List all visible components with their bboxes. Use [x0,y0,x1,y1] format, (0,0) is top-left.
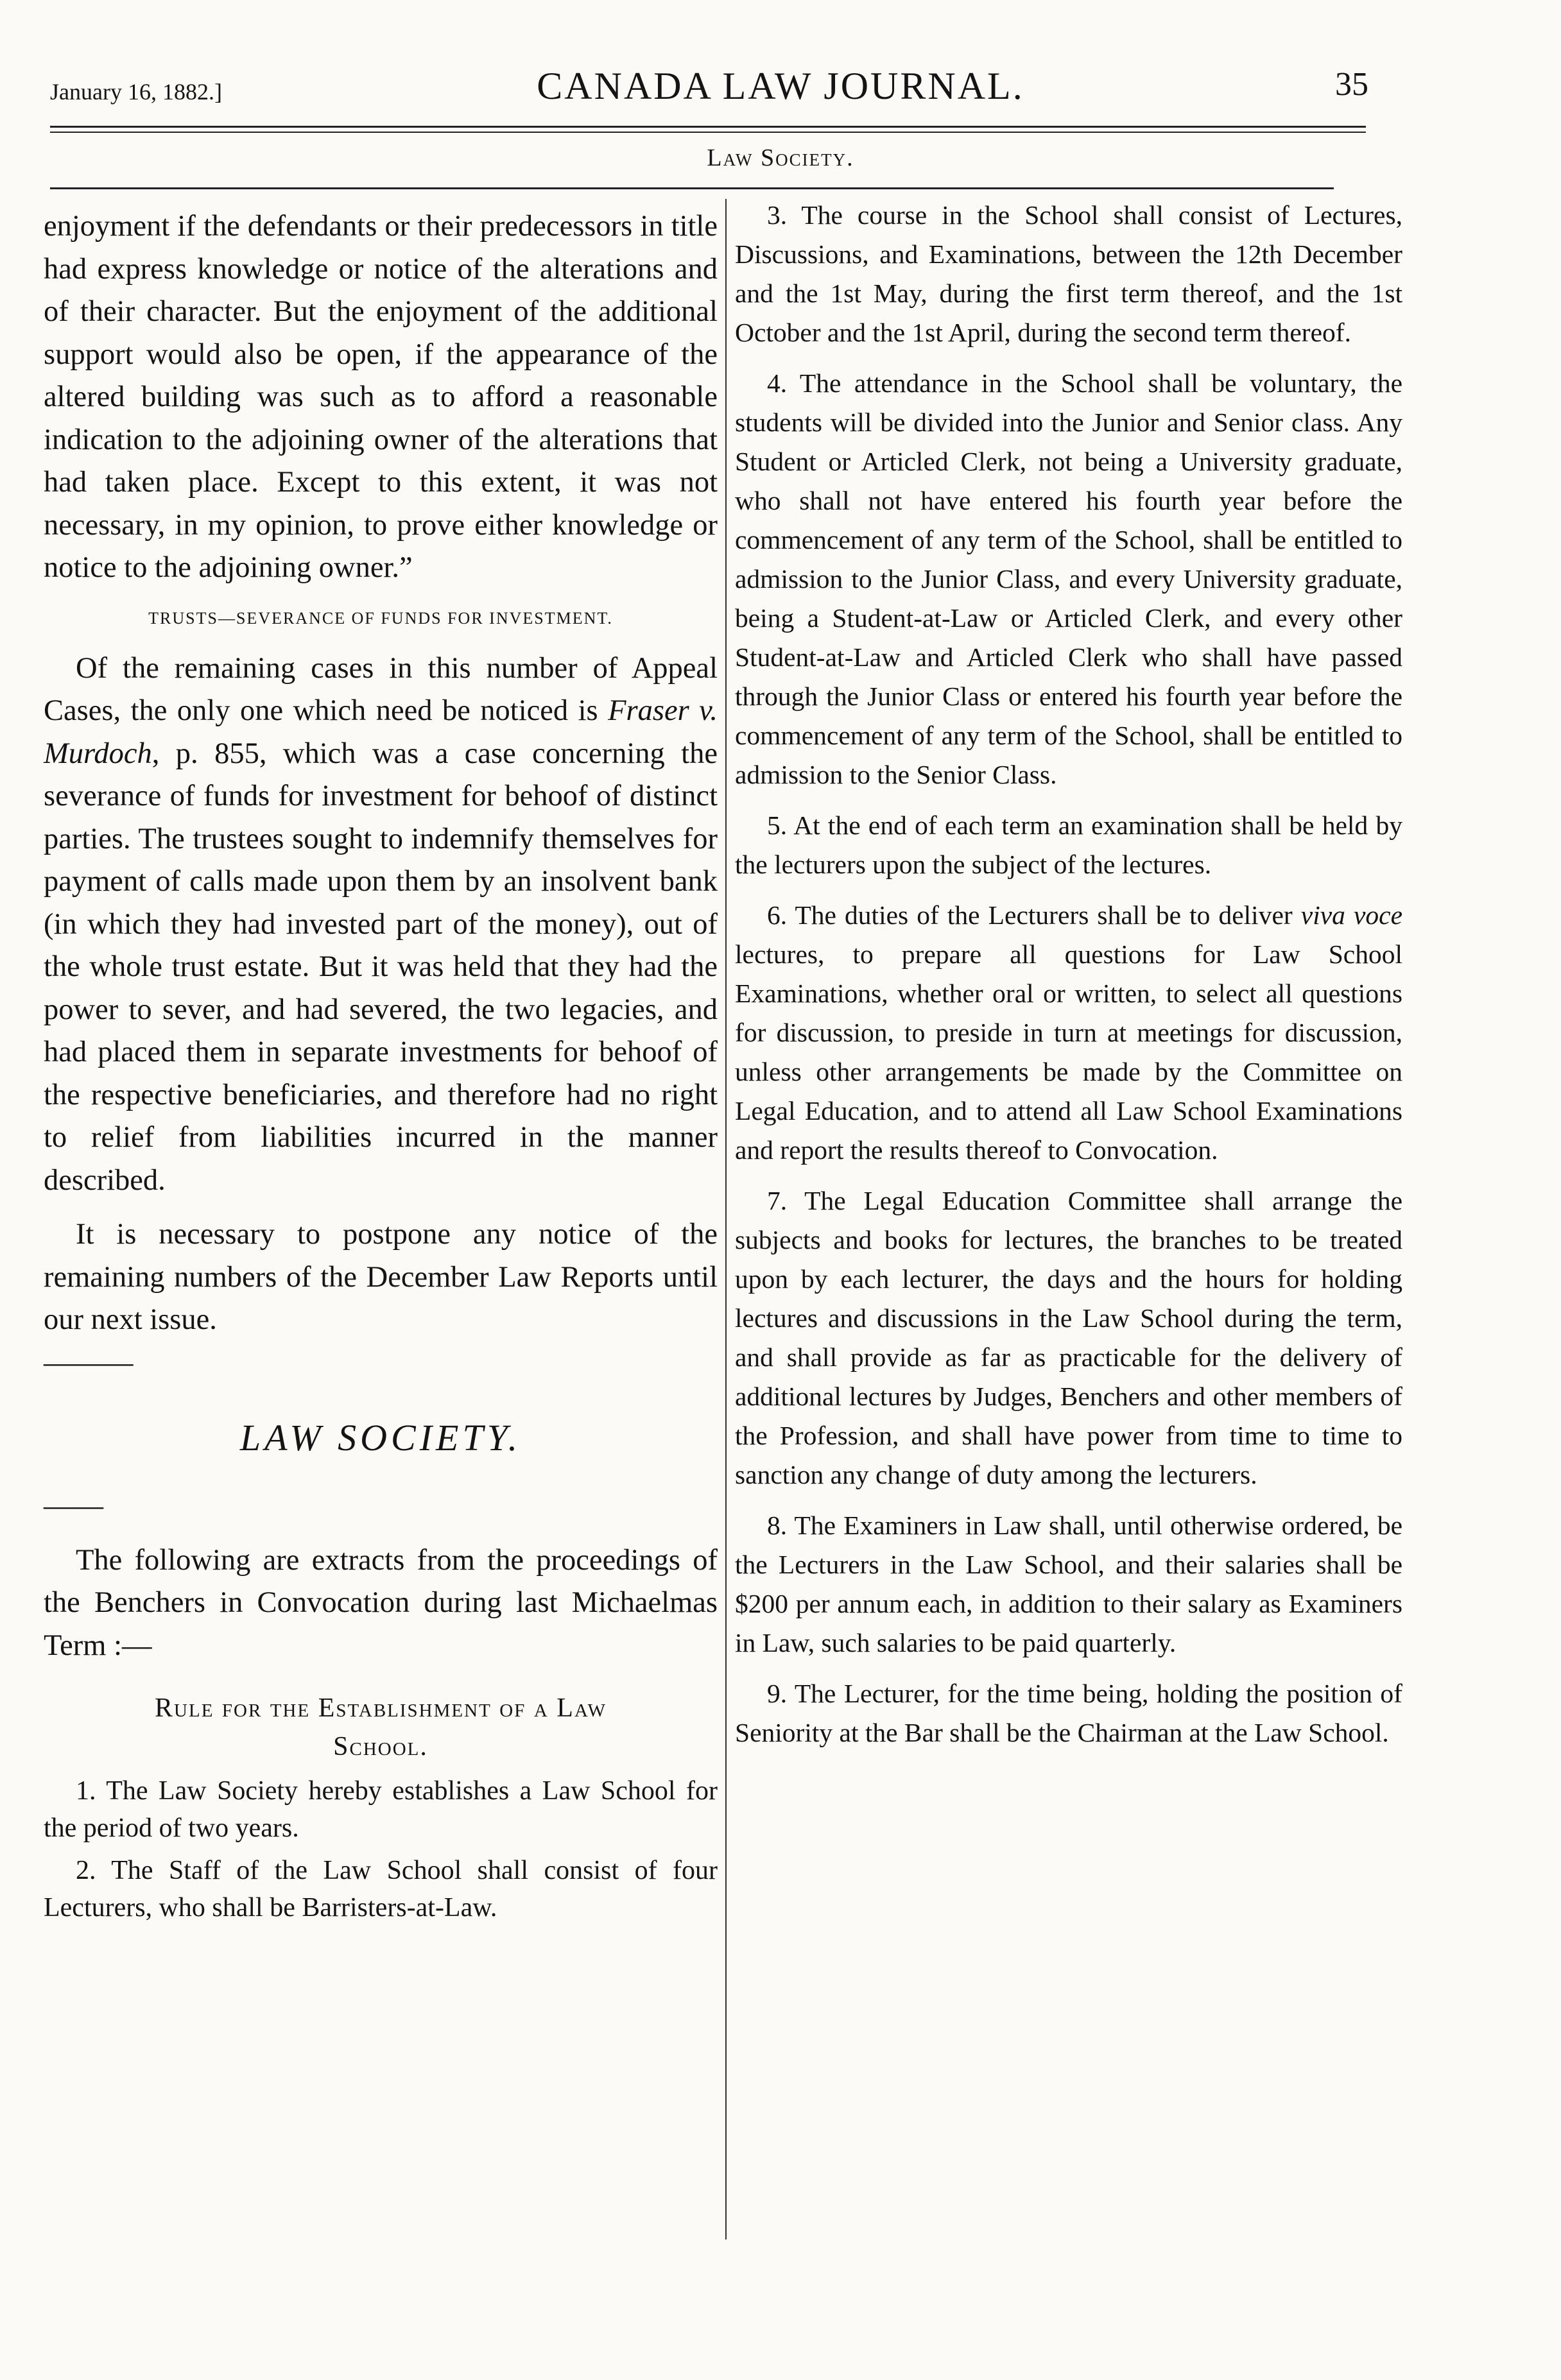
header-rule-thick [50,126,1366,128]
left-column [44,205,718,1926]
paragraph-postpone: It is necessary to postpone any notice of the remaining numbers of the December Law Reports until our next issue. [44,1218,718,1336]
rule-6 [735,896,1402,1170]
paragraph-enjoyment: enjoyment if the defendants or their predecessors in title had express knowledge or notice of the alterations and of their character. But the enjoyment of the additional support would also be open, if the appearance of the altered building was such as to afford a reasonable indication to the adjoining owner of the alterations that had taken place. Except to this extent, it was not necessary, in my opinion, to prove either knowledge or notice to the adjoining owner.” [44,210,718,584]
section-rule [50,187,1334,189]
rule-7: 7. The Legal Education Committee shall arrange the subjects and books for lectures, the branches to be treated upon by each lecturer, the days and the hours for holding lectures and discussions in the Law School during the term, and shall provide as far as practicable for the delivery of additional lectures by Judges, Benchers and other members of the Profession, and shall have power from time to time to sanction any change of duty among the lecturers. [735,1186,1402,1489]
paragraph-remaining-cases-rest: , p. 855, which was a case concerning the severance of funds for investment for behoof of distinct parties. The trustees sought to indemnify themselves for payment of calls made upon them by an insolvent bank (in which they had invested part of the money), out of the whole trust estate. But it was held that they had the power to sever, and had severed, the two legacies, and had placed them in separate investments for behoof of the respective beneficiaries, and therefore had no right to relief from liabilities incurred in the manner described. [44,737,718,1197]
rule-heading-line-1: Rule for the Establishment of a Law [155,1693,607,1723]
rule-1: 1. The Law Society hereby establishes a Law School for the period of two years. [44,1776,718,1843]
rule-8: 8. The Examiners in Law shall, until otherwise ordered, be the Lecturers in the Law School, and their salaries shall be $200 per annum each, in addition to their salary as Examiners in Law, such salaries to be paid quarterly. [735,1511,1402,1657]
rule-5: 5. At the end of each term an examination shall be held by the lecturers upon the subject of the lectures. [735,810,1402,879]
column-divider [725,199,727,2239]
subheading-trusts: TRUSTS—SEVERANCE OF FUNDS FOR INVESTMENT. [148,608,613,628]
running-head-date: January 16, 1882.] [50,79,222,105]
rule-3: 3. The course in the School shall consist of Lectures, Discussions, and Examinations, between the 12th December and the 1st May, during the first term thereof, and the 1st October and the 1st April, during the second term thereof. [735,200,1402,347]
header-rule-thin [50,132,1366,133]
page-number: 35 [1335,66,1368,103]
case-name: Fraser v. Murdoch [44,694,718,770]
paragraph-remaining-cases-text: Of the remaining cases in this number of Appeal Cases, the only one which need be noticed is [44,651,718,727]
rule-4: 4. The attendance in the School shall be voluntary, the students will be divided into the Junior and Senior class. Any Student or Articled Clerk, not being a University graduate, who shall not have entered his fourth year before the commencement of any term of the School, shall be entitled to admission to the Junior Class, and every University graduate, being a Student-at-Law or Articled Clerk, and every other Student-at-Law and Articled Clerk who shall have passed through the Junior Class or entered his fourth year before the commencement of any term of the School, shall be entitled to admission to the Senior Class. [735,368,1402,789]
rule-heading [44,1689,718,1766]
rule-6-text: 6. The duties of the Lecturers shall be to deliver [767,900,1301,930]
section-title-law-society: LAW SOCIETY. [239,1417,522,1459]
separator-dash-short: —— [44,1489,103,1522]
section-running-head: Law Society. [707,144,854,171]
journal-title: CANADA LAW JOURNAL. [537,65,1024,107]
rule-6-rest: lectures, to prepare all questions for Law School Examinations, whether oral or written, to select all questions for discussion, to preside in turn at meetings for discussion, unless other arrangements be made by the Committee on Legal Education, and to attend all Law School Examinations and report the results thereof to Convocation. [735,939,1402,1165]
rule-9: 9. The Lecturer, for the time being, holding the position of Seniority at the Bar shall be the Chairman at the Law School. [735,1679,1402,1747]
separator-dash: ——— [44,1346,134,1379]
paragraph-remaining-cases [44,647,718,1203]
paragraph-extracts: The following are extracts from the proceedings of the Benchers in Convocation during last Michaelmas Term :— [44,1543,718,1662]
rule-2: 2. The Staff of the Law School shall consist of four Lecturers, who shall be Barristers-at-Law. [44,1856,718,1922]
rule-heading-line-2: School. [333,1732,428,1761]
rule-6-viva-voce: viva voce [1300,900,1402,930]
right-column [735,196,1402,1752]
